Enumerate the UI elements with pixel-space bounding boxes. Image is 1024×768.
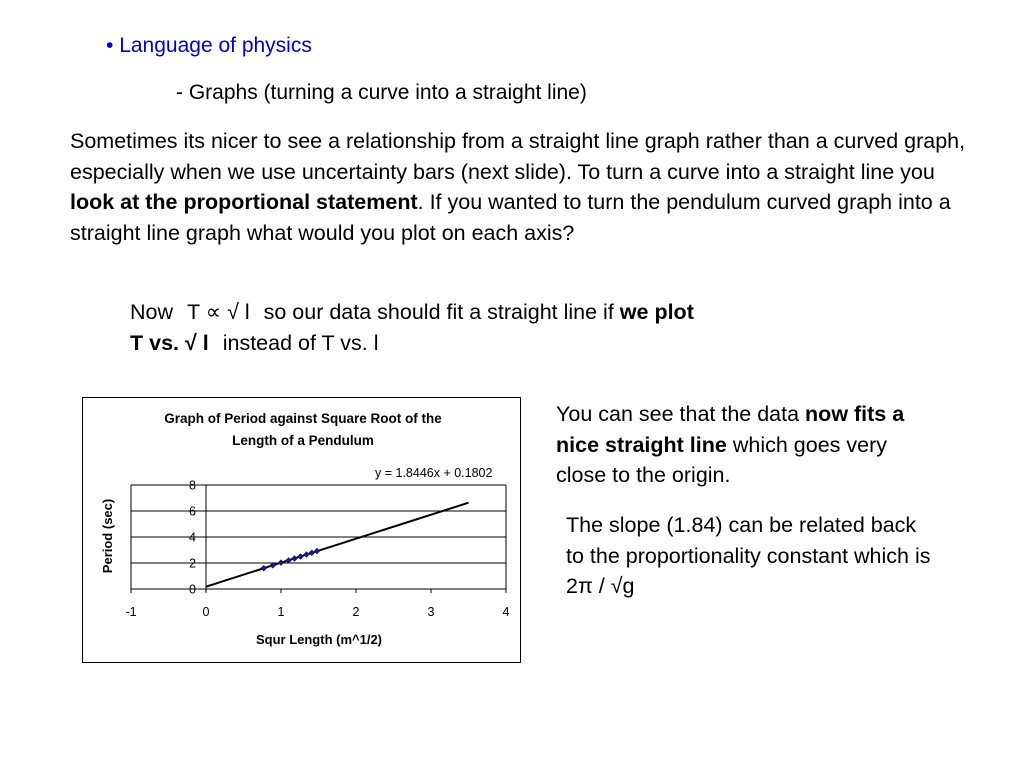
bullet-heading (106, 34, 312, 58)
y-tick-label: 4 (189, 530, 196, 545)
proportional-text-1: so our data should fit a straight line if (263, 300, 614, 324)
y-tick-label: 2 (189, 556, 196, 571)
data-point (261, 565, 267, 571)
intro-bold: look at the proportional statement (70, 190, 418, 214)
chart-axes (131, 485, 506, 593)
observation-text-1: You can see that the data (556, 402, 806, 426)
bullet-heading-text: Language of physics (119, 34, 312, 57)
x-tick-label: 2 (352, 605, 360, 619)
proportional-statement (130, 297, 850, 359)
intro-paragraph (70, 126, 980, 248)
y-tick-label: 6 (189, 504, 196, 519)
now-label: Now (130, 300, 174, 324)
slope-note: The slope (1.84) can be related back to the proportionality constant which is 2π / √g (566, 513, 931, 598)
data-point (309, 550, 315, 556)
period-vs-sqrt-length-chart (83, 398, 520, 662)
data-point (314, 548, 320, 554)
data-point (278, 560, 284, 566)
chart-frame (82, 397, 521, 663)
chart-x-axis-label: Squr Length (m^1/2) (255, 632, 383, 647)
x-tick-label: 1 (277, 605, 285, 619)
subheading: - Graphs (turning a curve into a straight line) (176, 81, 587, 104)
y-tick-label: 8 (189, 478, 196, 493)
data-point (292, 555, 298, 561)
observation-text-2: which goes very close to the origin. (556, 432, 887, 487)
observation-bold: now fits a nice straight line (556, 402, 905, 457)
intro-text-1: Sometimes its nicer to see a relationship from a straight line graph rather than a curved graph, especially when we use uncertainty bars (next slide). To turn a curve into a straight line you (70, 129, 966, 184)
bullet-icon: • (106, 34, 114, 57)
chart-trendline-equation: y = 1.8446x + 0.1802 (375, 466, 493, 480)
observation-note (556, 399, 926, 491)
proportional-bold-1: we plot (619, 300, 694, 324)
y-tick-label: 0 (189, 582, 196, 597)
proportional-line-1 (130, 297, 850, 328)
chart-title-line-2: Length of a Pendulum (232, 433, 374, 448)
x-tick-label: 4 (502, 605, 510, 619)
x-tick-label: 0 (202, 605, 210, 619)
proportional-relation: T ∝ √ l (187, 300, 250, 324)
proportional-text-2: instead of T vs. l (222, 331, 379, 355)
chart-title-line-1: Graph of Period against Square Root of the (164, 411, 442, 426)
proportional-bold-2: T vs. √ l (130, 331, 209, 355)
chart-y-axis-label: Period (sec) (100, 498, 115, 574)
x-tick-label: 3 (427, 605, 435, 619)
data-point (298, 554, 304, 560)
chart-data-points (261, 548, 320, 571)
data-point (304, 552, 310, 558)
proportional-line-2 (130, 328, 850, 359)
x-tick-label: -1 (125, 605, 137, 619)
intro-text-2: . If you wanted to turn the pendulum curved graph into a straight line graph what would you plot on each axis? (70, 190, 951, 245)
chart-gridlines (131, 485, 506, 589)
chart-trendline (206, 503, 469, 587)
